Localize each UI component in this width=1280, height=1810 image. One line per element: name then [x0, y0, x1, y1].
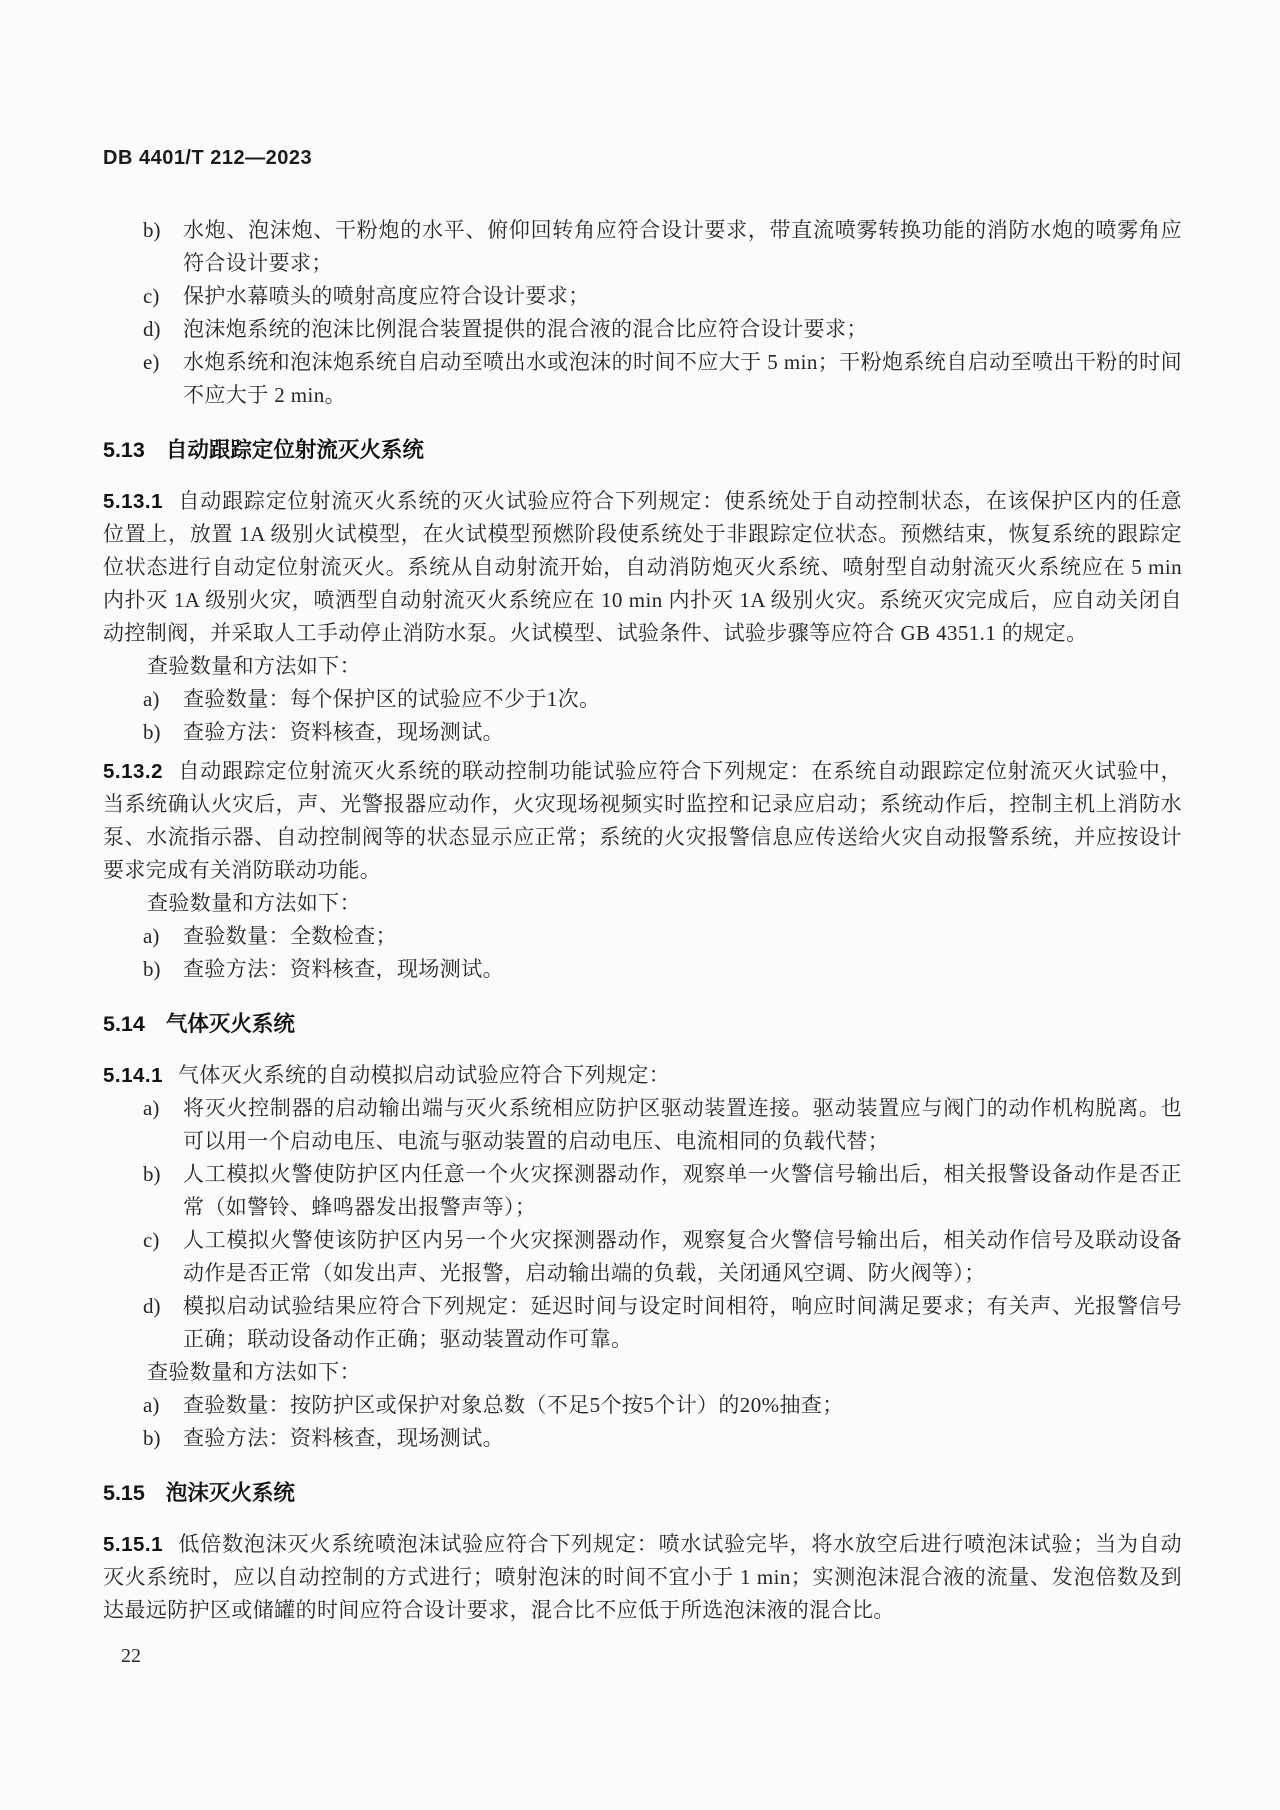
sub-list	[103, 1092, 1182, 1356]
clause-number: 5.14.1	[103, 1064, 163, 1087]
check-methods-intro: 查验数量和方法如下：	[147, 891, 361, 915]
list-item-label: b)	[143, 218, 161, 242]
section-heading-5-13	[103, 437, 1182, 464]
list-item-label: a)	[143, 924, 160, 948]
list-item-label: b)	[143, 957, 161, 981]
list-item	[103, 716, 1182, 749]
list-item-text: 水炮系统和泡沫炮系统自启动至喷出水或泡沫的时间不应大于 5 min；干粉炮系统自启动至喷出干粉的时间不应大于 2 min。	[183, 350, 1182, 407]
standard-number-header: DB 4401/T 212—2023	[103, 147, 313, 169]
list-item-text: 查验数量：全数检查；	[183, 924, 397, 948]
section-title: 气体灭火系统	[165, 1012, 295, 1036]
clause-text: 低倍数泡沫灭火系统喷泡沫试验应符合下列规定：喷水试验完毕，将水放空后进行喷泡沫试验；当为自动灭火系统时，应以自动控制的方式进行；喷射泡沫的时间不宜小于 1 min；实测泡沫混合液的流量、发泡倍数及到达最远防护区或储罐的时间应符合设计要求，混合比不应低于所选泡沫液的混合比。	[103, 1532, 1182, 1622]
section-title: 泡沫灭火系统	[165, 1481, 295, 1505]
clause-number: 5.13.1	[103, 490, 163, 513]
list-item-label: d)	[143, 317, 161, 341]
list-item-label: c)	[143, 284, 160, 308]
list-item	[103, 1224, 1182, 1290]
list-item-text: 查验方法：资料核查，现场测试。	[183, 1426, 504, 1450]
section-number: 5.14	[103, 1012, 145, 1036]
clause-5-13-1	[103, 485, 1182, 650]
list-item	[103, 1092, 1182, 1158]
section-number: 5.15	[103, 1481, 145, 1505]
list-item-label: c)	[143, 1228, 160, 1252]
list-item	[103, 346, 1182, 412]
list-item	[103, 1422, 1182, 1455]
list-item	[103, 683, 1182, 716]
check-list	[103, 920, 1182, 986]
list-item-text: 保护水幕喷头的喷射高度应符合设计要求；	[183, 284, 590, 308]
list-item-text: 查验方法：资料核查，现场测试。	[183, 957, 504, 981]
list-item	[103, 214, 1182, 280]
clause-5-14-1	[103, 1059, 1182, 1092]
check-list	[103, 683, 1182, 749]
section-heading-5-14	[103, 1011, 1182, 1038]
list-item-label: a)	[143, 1096, 160, 1120]
list-item	[103, 1158, 1182, 1224]
list-item	[103, 1389, 1182, 1422]
list-item-label: a)	[143, 1393, 160, 1417]
section-title: 自动跟踪定位射流灭火系统	[165, 438, 424, 462]
list-item-text: 查验方法：资料核查，现场测试。	[183, 720, 504, 744]
section-number: 5.13	[103, 438, 145, 462]
list-item-label: a)	[143, 687, 160, 711]
check-methods-intro: 查验数量和方法如下：	[147, 1360, 361, 1384]
list-item	[103, 1290, 1182, 1356]
list-item-text: 查验数量：按防护区或保护对象总数（不足5个按5个计）的20%抽查；	[183, 1393, 844, 1417]
list-item-label: b)	[143, 720, 161, 744]
list-item-label: e)	[143, 350, 160, 374]
list-item-text: 泡沫炮系统的泡沫比例混合装置提供的混合液的混合比应符合设计要求；	[183, 317, 868, 341]
list-item	[103, 280, 1182, 313]
list-item-label: b)	[143, 1162, 161, 1186]
clause-5-13-2	[103, 755, 1182, 887]
list-item	[103, 953, 1182, 986]
page-number: 22	[121, 1645, 141, 1667]
list-item	[103, 920, 1182, 953]
list-item-text: 模拟启动试验结果应符合下列规定：延迟时间与设定时间相符，响应时间满足要求；有关声、光报警信号正确；联动设备动作正确；驱动装置动作可靠。	[183, 1294, 1182, 1351]
clause-number: 5.15.1	[103, 1533, 163, 1556]
check-methods-intro: 查验数量和方法如下：	[147, 654, 361, 678]
clause-text: 气体灭火系统的自动模拟启动试验应符合下列规定：	[178, 1063, 671, 1087]
list-item	[103, 313, 1182, 346]
clause-5-15-1	[103, 1528, 1182, 1627]
check-list	[103, 1389, 1182, 1455]
clause-text: 自动跟踪定位射流灭火系统的联动控制功能试验应符合下列规定：在系统自动跟踪定位射流灭火试验中，当系统确认火灾后，声、光警报器应动作，火灾现场视频实时监控和记录应启动；系统动作后，控制主机上消防水泵、水流指示器、自动控制阀等的状态显示应正常；系统的火灾报警信息应传送给火灾自动报警系统，并应按设计要求完成有关消防联动功能。	[103, 759, 1182, 882]
clause-text: 自动跟踪定位射流灭火系统的灭火试验应符合下列规定：使系统处于自动控制状态，在该保护区内的任意位置上，放置 1A 级别火试模型，在火试模型预燃阶段使系统处于非跟踪定位状态。预燃结束，恢复系统的跟踪定位状态进行自动定位射流灭火。系统从自动射流开始，自动消防炮灭火系统、喷射型自动射流灭火系统应在 5 min 内扑灭 1A 级别火灾，喷洒型自动射流灭火系统应在 10 min 内扑灭 1A 级别火灾。系统灭灾完成后，应自动关闭自动控制阀，并采取人工手动停止消防水泵。火试模型、试验条件、试验步骤等应符合 GB 4351.1 的规定。	[103, 489, 1182, 645]
list-item-text: 水炮、泡沫炮、干粉炮的水平、俯仰回转角应符合设计要求，带直流喷雾转换功能的消防水炮的喷雾角应符合设计要求；	[183, 218, 1182, 275]
list-item-text: 人工模拟火警使防护区内任意一个火灾探测器动作，观察单一火警信号输出后，相关报警设备动作是否正常（如警铃、蜂鸣器发出报警声等）；	[183, 1162, 1182, 1219]
list-item-text: 将灭火控制器的启动输出端与灭火系统相应防护区驱动装置连接。驱动装置应与阀门的动作机构脱离。也可以用一个启动电压、电流与驱动装置的启动电压、电流相同的负载代替；	[183, 1096, 1182, 1153]
list-item-text: 查验数量：每个保护区的试验应不少于1次。	[183, 687, 601, 711]
clause-number: 5.13.2	[103, 760, 163, 783]
section-heading-5-15	[103, 1480, 1182, 1507]
intro-list	[103, 214, 1182, 412]
list-item-label: d)	[143, 1294, 161, 1318]
list-item-text: 人工模拟火警使该防护区内另一个火灾探测器动作，观察复合火警信号输出后，相关动作信号及联动设备动作是否正常（如发出声、光报警，启动输出端的负载，关闭通风空调、防火阀等）；	[183, 1228, 1182, 1285]
list-item-label: b)	[143, 1426, 161, 1450]
